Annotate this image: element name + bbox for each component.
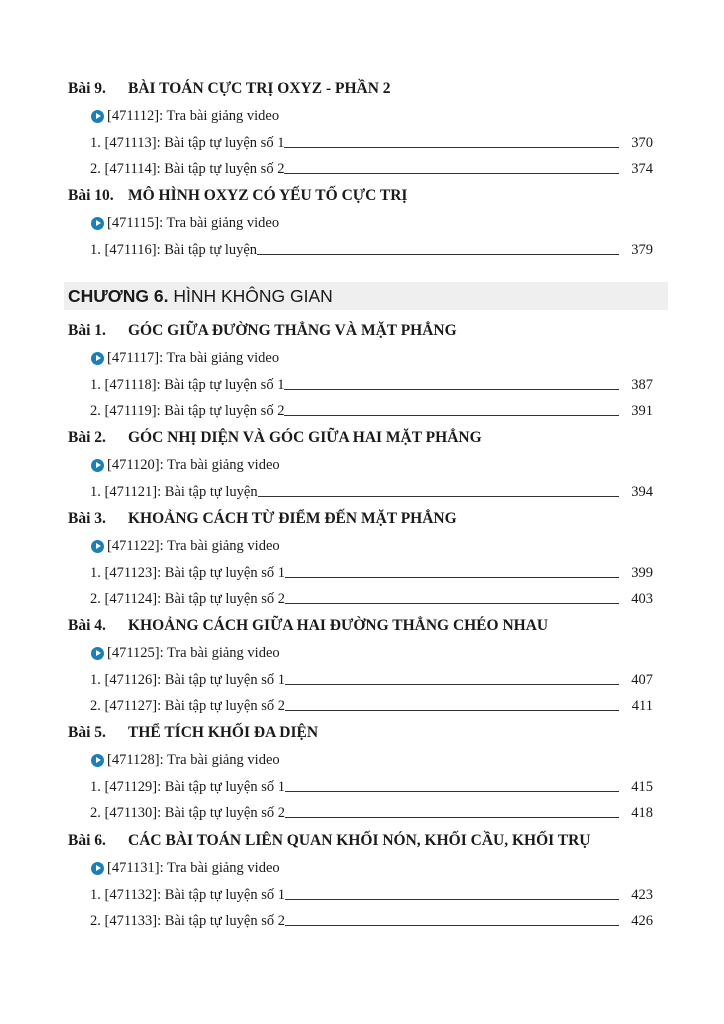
lesson-number: Bài 1. (68, 322, 106, 339)
exercise-label: 2. [471114]: Bài tập tự luyện số 2 (90, 161, 285, 177)
lesson-title: GÓC GIỮA ĐƯỜNG THẲNG VÀ MẶT PHẲNG (128, 322, 457, 339)
lesson-title: BÀI TOÁN CỰC TRỊ OXYZ - PHẦN 2 (128, 80, 391, 97)
exercise-label: 2. [471119]: Bài tập tự luyện số 2 (90, 403, 285, 419)
play-video-icon (91, 540, 104, 553)
chapter-heading (64, 282, 668, 310)
page-number: 379 (631, 242, 653, 258)
lesson-number: Bài 5. (68, 724, 106, 741)
lesson-number: Bài 2. (68, 429, 106, 446)
exercise-entry[interactable] (90, 777, 653, 797)
leader-line (284, 389, 619, 390)
page-number: 411 (631, 698, 653, 714)
exercise-label: 1. [471113]: Bài tập tự luyện số 1 (90, 135, 285, 151)
exercise-label: 2. [471133]: Bài tập tự luyện số 2 (90, 913, 285, 929)
page-number: 370 (631, 135, 653, 151)
leader-line (285, 899, 619, 900)
page-number: 418 (631, 805, 653, 821)
exercise-label: 1. [471123]: Bài tập tự luyện số 1 (90, 565, 285, 581)
lesson-title: KHOẢNG CÁCH GIỮA HAI ĐƯỜNG THẲNG CHÉO NHAU (128, 617, 549, 634)
exercise-entry[interactable] (90, 159, 653, 179)
page-number: 391 (631, 403, 653, 419)
lesson-heading (68, 186, 668, 206)
lesson-title: KHOẢNG CÁCH TỪ ĐIỂM ĐẾN MẶT PHẲNG (128, 510, 457, 527)
lesson-title: GÓC NHỊ DIỆN VÀ GÓC GIỮA HAI MẶT PHẲNG (128, 429, 482, 446)
page-number: 394 (631, 484, 653, 500)
exercise-label: 1. [471129]: Bài tập tự luyện số 1 (90, 779, 285, 795)
lesson-heading (68, 79, 668, 99)
leader-line (258, 496, 619, 497)
leader-line (285, 925, 619, 926)
play-video-icon (91, 110, 104, 123)
page-number: 426 (631, 913, 653, 929)
play-video-icon (91, 647, 104, 660)
chapter-label: CHƯƠNG 6. (68, 286, 169, 306)
page-number: 399 (631, 565, 653, 581)
chapter-title: HÌNH KHÔNG GIAN (173, 286, 333, 306)
video-link[interactable] (90, 643, 653, 663)
leader-line (257, 254, 619, 255)
leader-line (285, 684, 619, 685)
leader-line (284, 415, 619, 416)
exercise-entry[interactable] (90, 133, 653, 153)
lesson-heading (68, 428, 668, 448)
exercise-entry[interactable] (90, 885, 653, 905)
page-number: 423 (631, 887, 653, 903)
page-number: 374 (631, 161, 653, 177)
lesson-number: Bài 10. (68, 187, 114, 204)
play-video-icon (91, 754, 104, 767)
video-link-label: [471117]: Tra bài giảng video (107, 350, 280, 366)
leader-line (285, 817, 619, 818)
video-link[interactable] (90, 536, 653, 556)
video-link-label: [471120]: Tra bài giảng video (107, 457, 280, 473)
video-link[interactable] (90, 750, 653, 770)
exercise-entry[interactable] (90, 240, 653, 260)
video-link-label: [471122]: Tra bài giảng video (107, 538, 280, 554)
exercise-entry[interactable] (90, 375, 653, 395)
exercise-entry[interactable] (90, 911, 653, 931)
play-video-icon (91, 459, 104, 472)
lesson-heading (68, 321, 668, 341)
leader-line (285, 791, 619, 792)
video-link-label: [471112]: Tra bài giảng video (107, 108, 280, 124)
exercise-entry[interactable] (90, 563, 653, 583)
play-video-icon (91, 352, 104, 365)
video-link-label: [471131]: Tra bài giảng video (107, 860, 280, 876)
page-number: 407 (631, 672, 653, 688)
lesson-number: Bài 3. (68, 510, 106, 527)
video-link[interactable] (90, 106, 653, 126)
lesson-number: Bài 6. (68, 832, 106, 849)
exercise-label: 1. [471121]: Bài tập tự luyện (90, 484, 258, 500)
lesson-number: Bài 4. (68, 617, 106, 634)
exercise-entry[interactable] (90, 401, 653, 421)
lesson-heading (68, 616, 668, 636)
video-link[interactable] (90, 213, 653, 233)
leader-line (285, 603, 619, 604)
exercise-entry[interactable] (90, 589, 653, 609)
play-video-icon (91, 217, 104, 230)
exercise-label: 1. [471126]: Bài tập tự luyện số 1 (90, 672, 285, 688)
exercise-entry[interactable] (90, 482, 653, 502)
play-video-icon (91, 862, 104, 875)
exercise-label: 1. [471118]: Bài tập tự luyện số 1 (90, 377, 285, 393)
video-link-label: [471128]: Tra bài giảng video (107, 752, 280, 768)
exercise-entry[interactable] (90, 803, 653, 823)
video-link-label: [471115]: Tra bài giảng video (107, 215, 280, 231)
exercise-label: 1. [471116]: Bài tập tự luyện (90, 242, 258, 258)
lesson-heading (68, 723, 668, 743)
leader-line (284, 147, 619, 148)
video-link-label: [471125]: Tra bài giảng video (107, 645, 280, 661)
lesson-title: CÁC BÀI TOÁN LIÊN QUAN KHỐI NÓN, KHỐI CẦU, KHỐI TRỤ (128, 832, 591, 849)
lesson-title: THỂ TÍCH KHỐI ĐA DIỆN (128, 724, 319, 741)
video-link[interactable] (90, 455, 653, 475)
video-link[interactable] (90, 858, 653, 878)
leader-line (285, 710, 619, 711)
exercise-label: 2. [471130]: Bài tập tự luyện số 2 (90, 805, 285, 821)
lesson-number: Bài 9. (68, 80, 106, 97)
page-number: 403 (631, 591, 653, 607)
exercise-label: 2. [471124]: Bài tập tự luyện số 2 (90, 591, 285, 607)
lesson-title: MÔ HÌNH OXYZ CÓ YẾU TỐ CỰC TRỊ (128, 187, 408, 204)
leader-line (285, 577, 619, 578)
lesson-heading (68, 509, 668, 529)
lesson-heading (68, 831, 668, 851)
video-link[interactable] (90, 348, 653, 368)
exercise-label: 1. [471132]: Bài tập tự luyện số 1 (90, 887, 285, 903)
page-number: 415 (631, 779, 653, 795)
leader-line (284, 173, 619, 174)
page-number: 387 (631, 377, 653, 393)
exercise-entry[interactable] (90, 670, 653, 690)
exercise-label: 2. [471127]: Bài tập tự luyện số 2 (90, 698, 285, 714)
exercise-entry[interactable] (90, 696, 653, 716)
